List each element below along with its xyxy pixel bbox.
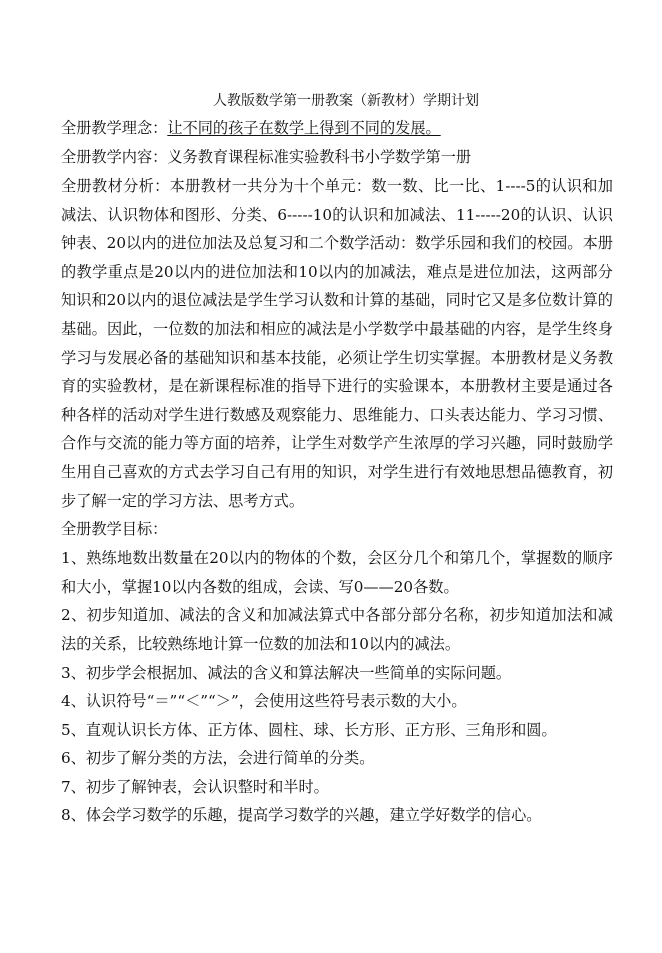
content-line (61, 143, 613, 172)
goal-item-1: 1、熟练地数出数量在20以内的物体的个数，会区分几个和第几个，掌握数的顺序和大小，掌握10以内各数的组成，会读、写0——20各数。 (61, 549, 613, 596)
document-title: 人教版数学第一册教案（新教材）学期计划 (213, 93, 479, 109)
goal-item-2: 2、初步知道加、减法的含义和加减法算式中各部分部分名称，初步知道加法和减法的关系，比较熟练地计算一位数的加法和10以内的减法。 (61, 606, 613, 653)
goal-item-4: 4、认识符号“＝”“＜”“＞”，会使用这些符号表示数的大小。 (61, 692, 467, 711)
philosophy-text: 让不同的孩子在数学上得到不同的发展。 (167, 119, 441, 137)
document-body (61, 88, 613, 830)
philosophy-label: 全册教学理念： (61, 119, 168, 137)
philosophy-line (61, 114, 613, 143)
content-text: 义务教育课程标准实验教科书小学数学第一册 (167, 148, 472, 166)
analysis-paragraph (61, 172, 613, 515)
goals-heading: 全册教学目标： (61, 520, 168, 539)
goal-item-3: 3、初步学会根据加、减法的含义和算法解决一些简单的实际问题。 (61, 663, 512, 682)
analysis-label: 全册教材分析： (61, 177, 170, 195)
goal-item-6: 6、初步了解分类的方法，会进行简单的分类。 (61, 749, 375, 768)
goal-item-8: 8、体会学习数学的乐趣，提高学习数学的兴趣，建立学好数学的信心。 (61, 806, 542, 825)
content-label: 全册教学内容： (61, 148, 168, 166)
analysis-text: 本册教材一共分为十个单元：数一数、比一比、1----5的认识和加减法、认识物体和图形、分类、6-----10的认识和加减法、11-----20的认识、认识钟表、20以内的进位加法及总复习和二个数学活动：数学乐园和我们的校园。本册的教学重点是20以内的进位加法和10以内的加减法，难点是进位加法，这两部分知识和20以内的退位减法是学生学习认数和计算的基础，同时它又是多位数计算的基础。因此，一位数的加法和相应的减法是小学数学中最基础的内容，是学生终身学习与发展必备的基础知识和基本技能，必须让学生切实掌握。本册教材是义务教育的实验教材，是在新课程标准的指导下进行的实验课本，本册教材主要是通过各种各样的活动对学生进行数感及观察能力、思维能力、口头表达能力、学习习惯、合作与交流的能力等方面的培养，让学生对数学产生浓厚的学习兴趣，同时鼓励学生用自己喜欢的方式去学习自己有用的知识，对学生进行有效地思想品德教育，初步了解一定的学习方法、思考方式。 (61, 177, 613, 510)
goal-item-7: 7、初步了解钟表，会认识整时和半时。 (61, 777, 329, 796)
goal-item-5: 5、直观认识长方体、正方体、圆柱、球、长方形、正方形、三角形和圆。 (61, 720, 557, 739)
